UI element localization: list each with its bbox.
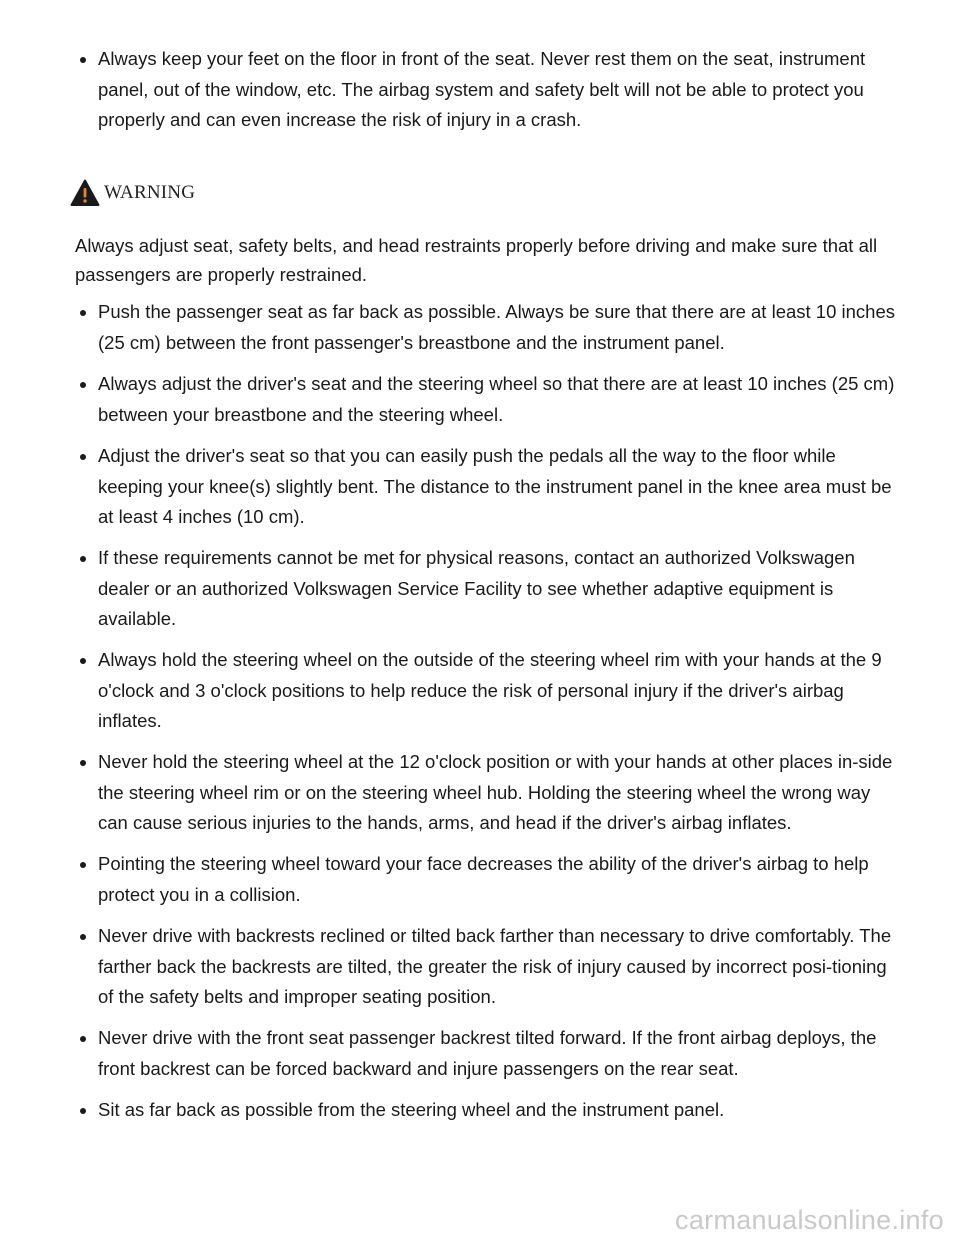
list-item: Never drive with backrests reclined or tilted back farther than necessary to drive comfortably. The farther back the backrests are tilted, the greater the risk of injury caused by incorrect posi-tioning of the safety belts and improper seating position.: [98, 921, 898, 1013]
watermark: carmanualsonline.info: [675, 1205, 944, 1235]
list-item: If these requirements cannot be met for physical reasons, contact an authorized Volkswagen dealer or an authorized Volkswagen Service Facility to see whether adaptive equipment is available.: [98, 543, 898, 635]
list-item: Sit as far back as possible from the steering wheel and the instrument panel.: [98, 1095, 898, 1126]
warning-triangle-icon: [70, 179, 100, 207]
list-item: Never drive with the front seat passenger backrest tilted forward. If the front airbag deploys, the front backrest can be forced backward and injure passengers on the rear seat.: [98, 1023, 898, 1084]
warning-heading: [70, 178, 195, 208]
list-item: Pointing the steering wheel toward your face decreases the ability of the driver's airbag to help protect you in a collision.: [98, 849, 898, 910]
list-item: Push the passenger seat as far back as possible. Always be sure that there are at least 10 inches (25 cm) between the front passenger's breastbone and the instrument panel.: [98, 297, 898, 358]
warning-title: WARNING: [104, 182, 196, 203]
list-item: Never hold the steering wheel at the 12 o'clock position or with your hands at other places in-side the steering wheel rim or on the steering wheel hub. Holding the steering wheel the wrong way can cause serious injuries to the hands, arms, and head if the driver's airbag inflates.: [98, 747, 898, 839]
list-item: Always adjust the driver's seat and the steering wheel so that there are at least 10 inches (25 cm) between your breastbone and the steering wheel.: [98, 369, 898, 430]
list-item: Always keep your feet on the floor in front of the seat. Never rest them on the seat, instrument panel, out of the window, etc. The airbag system and safety belt will not be able to protect you properly and can even increase the risk of injury in a crash.: [98, 44, 898, 136]
list-item: Adjust the driver's seat so that you can easily push the pedals all the way to the floor while keeping your knee(s) slightly bent. The distance to the instrument panel in the knee area must be at least 4 inches (10 cm).: [98, 441, 898, 533]
list-item: Always hold the steering wheel on the outside of the steering wheel rim with your hands at the 9 o'clock and 3 o'clock positions to help reduce the risk of personal injury if the driver's airbag inflates.: [98, 645, 898, 737]
warning-intro: Always adjust seat, safety belts, and head restraints properly before driving and make sure that all passengers are properly restrained.: [75, 235, 878, 285]
